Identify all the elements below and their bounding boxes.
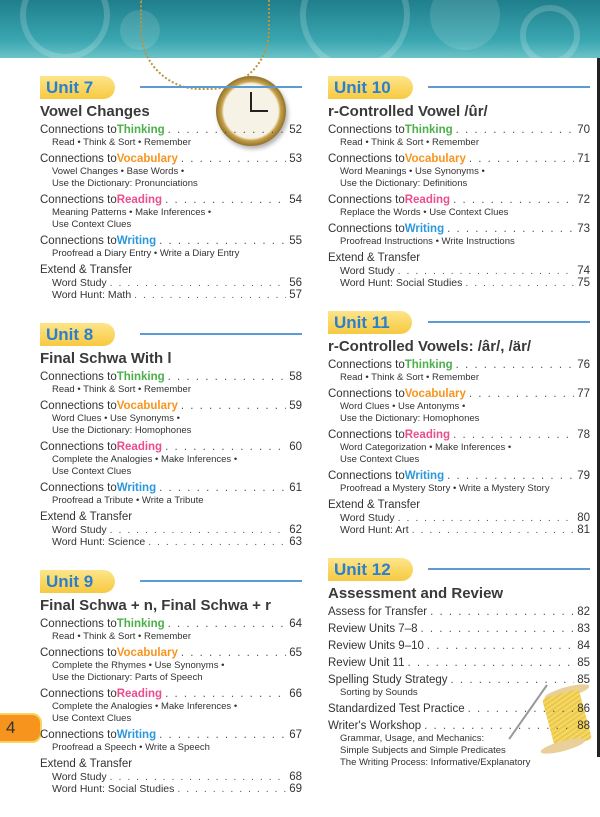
leader-dots bbox=[447, 222, 574, 236]
leader-dots bbox=[181, 399, 286, 413]
entry-label: Spelling Study Strategy bbox=[328, 674, 448, 686]
entry-subtopics: Use the Dictionary: Pronunciations bbox=[52, 178, 198, 189]
subentry-label: Word Hunt: Art bbox=[340, 524, 409, 536]
entry-label: Connections to bbox=[40, 153, 117, 165]
page-ref: 74 bbox=[577, 265, 590, 277]
entry-label: Connections to bbox=[328, 223, 405, 235]
entry-topic: Thinking bbox=[404, 359, 453, 371]
page-ref: 58 bbox=[289, 371, 302, 383]
toc-entry bbox=[328, 622, 590, 636]
toc-line[interactable] bbox=[328, 622, 590, 636]
entry-subtopics: Complete the Analogies • Make Inferences • bbox=[52, 701, 238, 712]
unit-tab: Unit 10 bbox=[328, 76, 413, 99]
toc-entry bbox=[328, 469, 590, 495]
toc-entry bbox=[328, 639, 590, 653]
unit-tab: Unit 12 bbox=[328, 558, 413, 581]
toc-entry bbox=[40, 123, 302, 149]
entry-subtopics: Proofread a Speech • Write a Speech bbox=[52, 742, 210, 753]
group-label: Extend & Transfer bbox=[40, 758, 133, 770]
toc-entry bbox=[328, 719, 590, 769]
leader-dots bbox=[398, 512, 575, 524]
toc-entry bbox=[40, 370, 302, 396]
leader-dots bbox=[165, 687, 286, 701]
unit-tab-row bbox=[328, 311, 590, 335]
toc-entry bbox=[328, 251, 590, 289]
leader-dots bbox=[159, 728, 286, 742]
entry-topic: Vocabulary bbox=[116, 153, 178, 165]
leader-dots bbox=[469, 387, 574, 401]
unit-tab-row bbox=[328, 76, 590, 100]
page-ref: 52 bbox=[289, 124, 302, 136]
toc-entry bbox=[40, 728, 302, 754]
entry-topic: Reading bbox=[404, 429, 451, 441]
leader-dots bbox=[177, 783, 286, 795]
entry-subtopics: Word Clues • Use Synonyms • bbox=[52, 413, 180, 424]
entry-topic: Vocabulary bbox=[404, 388, 466, 400]
entry-label: Connections to bbox=[40, 482, 117, 494]
leader-dots bbox=[424, 719, 574, 733]
entry-label: Connections to bbox=[328, 388, 405, 400]
toc-line[interactable] bbox=[328, 222, 590, 236]
entry-subtopics: Proofread a Tribute • Write a Tribute bbox=[52, 495, 204, 506]
toc-subentry[interactable] bbox=[40, 289, 302, 301]
leader-dots bbox=[168, 370, 287, 384]
toc-line[interactable] bbox=[328, 428, 590, 442]
leader-dots bbox=[398, 265, 575, 277]
entry-subtopics: Complete the Rhymes • Use Synonyms • bbox=[52, 660, 225, 671]
page-ref: 75 bbox=[577, 277, 590, 289]
group-label: Extend & Transfer bbox=[328, 499, 421, 511]
toc-entry bbox=[328, 656, 590, 670]
subentry-label: Word Hunt: Science bbox=[52, 536, 146, 548]
unit-section bbox=[40, 76, 302, 301]
entry-label: Connections to bbox=[328, 470, 405, 482]
leader-dots bbox=[159, 481, 286, 495]
leader-dots bbox=[453, 193, 574, 207]
toc-line[interactable] bbox=[328, 673, 590, 687]
toc-entry bbox=[328, 222, 590, 248]
entry-subtopics: Word Meanings • Use Synonyms • bbox=[340, 166, 485, 177]
toc-line[interactable] bbox=[40, 440, 302, 454]
unit-section bbox=[40, 570, 302, 795]
toc-line[interactable] bbox=[40, 123, 302, 137]
page-ref: 81 bbox=[577, 524, 590, 536]
entry-label: Connections to bbox=[328, 124, 405, 136]
entry-label: Connections to bbox=[328, 153, 405, 165]
entry-label: Standardized Test Practice bbox=[328, 703, 465, 715]
page-ref: 79 bbox=[577, 470, 590, 482]
subentry-label: Word Study bbox=[52, 277, 107, 289]
toc-entry bbox=[40, 234, 302, 260]
unit-section bbox=[328, 558, 590, 769]
unit-title: Assessment and Review bbox=[328, 585, 504, 602]
entry-subtopics: Use Context Clues bbox=[52, 219, 132, 230]
entry-label: Review Unit 11 bbox=[328, 657, 405, 669]
entry-topic: Thinking bbox=[116, 124, 165, 136]
page-ref: 88 bbox=[577, 720, 590, 732]
entry-subtopics: Read • Think & Sort • Remember bbox=[52, 137, 192, 148]
leader-dots bbox=[451, 673, 575, 687]
toc-entry bbox=[40, 646, 302, 684]
toc-entry bbox=[328, 702, 590, 716]
right-column bbox=[328, 76, 590, 791]
page-ref: 68 bbox=[289, 771, 302, 783]
page-ref: 77 bbox=[577, 388, 590, 400]
entry-topic: Reading bbox=[116, 441, 163, 453]
entry-subtopics: Use the Dictionary: Parts of Speech bbox=[52, 672, 203, 683]
toc-entry bbox=[328, 428, 590, 466]
subentry-label: Word Hunt: Math bbox=[52, 289, 132, 301]
entry-subtopics: Word Clues • Use Antonyms • bbox=[340, 401, 466, 412]
entry-subtopics: Sorting by Sounds bbox=[340, 687, 418, 698]
unit-section bbox=[40, 323, 302, 548]
unit-tab-row bbox=[40, 76, 302, 100]
toc-entry bbox=[328, 673, 590, 699]
subentry-label: Word Hunt: Social Studies bbox=[52, 783, 175, 795]
page-ref: 57 bbox=[289, 289, 302, 301]
unit-title: Final Schwa With l bbox=[40, 350, 172, 367]
entry-subtopics: Simple Subjects and Simple Predicates bbox=[340, 745, 506, 756]
toc-line[interactable] bbox=[328, 639, 590, 653]
entry-topic: Thinking bbox=[116, 618, 165, 630]
entry-subtopics: Use Context Clues bbox=[52, 466, 132, 477]
toc-entry bbox=[40, 510, 302, 548]
leader-dots bbox=[408, 656, 575, 670]
unit-title: r-Controlled Vowel /ûr/ bbox=[328, 103, 488, 120]
leader-dots bbox=[412, 524, 575, 536]
page-ref: 80 bbox=[577, 512, 590, 524]
entry-subtopics: Proofread a Diary Entry • Write a Diary Entry bbox=[52, 248, 240, 259]
leader-dots bbox=[469, 152, 574, 166]
entry-subtopics: Read • Think & Sort • Remember bbox=[52, 631, 192, 642]
toc-line[interactable] bbox=[40, 399, 302, 413]
toc-line[interactable] bbox=[328, 719, 590, 733]
leader-dots bbox=[168, 617, 287, 631]
toc-entry bbox=[40, 757, 302, 795]
page-ref: 76 bbox=[577, 359, 590, 371]
entry-subtopics: Use Context Clues bbox=[52, 713, 132, 724]
leader-dots bbox=[456, 123, 575, 137]
toc-entry bbox=[328, 193, 590, 219]
page-ref: 72 bbox=[577, 194, 590, 206]
entry-label: Review Units 9–10 bbox=[328, 640, 424, 652]
entry-topic: Thinking bbox=[116, 371, 165, 383]
entry-label: Connections to bbox=[40, 647, 117, 659]
subentry-label: Word Study bbox=[52, 771, 107, 783]
leader-dots bbox=[427, 639, 574, 653]
leader-dots bbox=[465, 277, 574, 289]
group-label: Extend & Transfer bbox=[40, 264, 133, 276]
entry-subtopics: Read • Think & Sort • Remember bbox=[52, 384, 192, 395]
toc-entry bbox=[40, 687, 302, 725]
entry-label: Connections to bbox=[40, 235, 117, 247]
entry-subtopics: Use Context Clues bbox=[340, 454, 420, 465]
entry-subtopics: The Writing Process: Informative/Explanatory bbox=[340, 757, 531, 768]
toc-entry bbox=[40, 152, 302, 190]
leader-dots bbox=[430, 605, 574, 619]
toc-line[interactable] bbox=[40, 646, 302, 660]
unit-tab-row bbox=[328, 558, 590, 582]
leader-dots bbox=[453, 428, 574, 442]
page-ref: 54 bbox=[289, 194, 302, 206]
entry-subtopics: Use the Dictionary: Homophones bbox=[340, 413, 480, 424]
entry-subtopics: Proofread a Mystery Story • Write a Mystery Story bbox=[340, 483, 550, 494]
entry-label: Writer's Workshop bbox=[328, 720, 422, 732]
entry-topic: Writing bbox=[116, 729, 157, 741]
page-ref: 78 bbox=[577, 429, 590, 441]
toc-line[interactable] bbox=[328, 605, 590, 619]
page-ref: 60 bbox=[289, 441, 302, 453]
unit-divider bbox=[140, 580, 302, 582]
toc-entry bbox=[328, 605, 590, 619]
entry-subtopics: Read • Think & Sort • Remember bbox=[340, 137, 480, 148]
toc-line[interactable] bbox=[328, 387, 590, 401]
page-ref: 82 bbox=[577, 606, 590, 618]
toc-entry bbox=[328, 498, 590, 536]
toc-entry bbox=[40, 399, 302, 437]
entry-topic: Reading bbox=[116, 194, 163, 206]
entry-topic: Vocabulary bbox=[116, 400, 178, 412]
unit-divider bbox=[428, 568, 590, 570]
toc-entry bbox=[40, 263, 302, 301]
entry-subtopics: Read • Think & Sort • Remember bbox=[340, 372, 480, 383]
unit-section bbox=[328, 311, 590, 536]
page-ref: 65 bbox=[289, 647, 302, 659]
entry-label: Review Units 7–8 bbox=[328, 623, 418, 635]
leader-dots bbox=[456, 358, 575, 372]
entry-subtopics: Proofread Instructions • Write Instructions bbox=[340, 236, 515, 247]
page-ref: 70 bbox=[577, 124, 590, 136]
page-ref: 73 bbox=[577, 223, 590, 235]
toc-line[interactable] bbox=[328, 656, 590, 670]
toc-entry bbox=[328, 152, 590, 190]
entry-subtopics: Use the Dictionary: Definitions bbox=[340, 178, 468, 189]
page-ref: 61 bbox=[289, 482, 302, 494]
toc-subentry[interactable] bbox=[328, 265, 590, 277]
toc-line[interactable] bbox=[40, 687, 302, 701]
toc-subentry[interactable] bbox=[40, 277, 302, 289]
header-banner bbox=[0, 0, 600, 58]
page-ref: 85 bbox=[577, 674, 590, 686]
left-column bbox=[40, 76, 302, 817]
entry-topic: Vocabulary bbox=[116, 647, 178, 659]
subentry-label: Word Study bbox=[340, 512, 395, 524]
entry-label: Connections to bbox=[40, 688, 117, 700]
leader-dots bbox=[110, 277, 287, 289]
leader-dots bbox=[165, 440, 286, 454]
page-number: 4 bbox=[0, 713, 42, 743]
toc-subentry[interactable] bbox=[328, 512, 590, 524]
entry-subtopics: Grammar, Usage, and Mechanics: bbox=[340, 733, 485, 744]
entry-label: Connections to bbox=[40, 371, 117, 383]
toc-line[interactable] bbox=[328, 358, 590, 372]
toc-subentry[interactable] bbox=[40, 771, 302, 783]
leader-dots bbox=[165, 193, 286, 207]
entry-subtopics: Complete the Analogies • Make Inferences • bbox=[52, 454, 238, 465]
entry-label: Connections to bbox=[328, 194, 405, 206]
leader-dots bbox=[181, 646, 286, 660]
entry-label: Connections to bbox=[328, 429, 405, 441]
page-ref: 84 bbox=[577, 640, 590, 652]
toc-line[interactable] bbox=[40, 370, 302, 384]
page-ref: 83 bbox=[577, 623, 590, 635]
entry-label: Connections to bbox=[328, 359, 405, 371]
page-ref: 86 bbox=[577, 703, 590, 715]
page-ref: 69 bbox=[289, 783, 302, 795]
toc-entry bbox=[328, 123, 590, 149]
toc-line[interactable] bbox=[40, 481, 302, 495]
toc-line[interactable] bbox=[328, 702, 590, 716]
entry-label: Connections to bbox=[40, 729, 117, 741]
toc-line[interactable] bbox=[40, 617, 302, 631]
entry-label: Connections to bbox=[40, 441, 117, 453]
unit-tab: Unit 11 bbox=[328, 311, 412, 334]
toc-line[interactable] bbox=[328, 123, 590, 137]
leader-dots bbox=[420, 622, 574, 636]
subentry-label: Word Study bbox=[340, 265, 395, 277]
subentry-label: Word Hunt: Social Studies bbox=[340, 277, 463, 289]
unit-tab-row bbox=[40, 570, 302, 594]
toc-line[interactable] bbox=[40, 728, 302, 742]
leader-dots bbox=[159, 234, 286, 248]
toc-entry bbox=[40, 617, 302, 643]
entry-label: Assess for Transfer bbox=[328, 606, 428, 618]
unit-title: Final Schwa + n, Final Schwa + r bbox=[40, 597, 271, 614]
group-label: Extend & Transfer bbox=[40, 511, 133, 523]
unit-divider bbox=[428, 321, 590, 323]
entry-label: Connections to bbox=[40, 124, 117, 136]
leader-dots bbox=[468, 702, 575, 716]
entry-topic: Writing bbox=[116, 235, 157, 247]
toc-entry bbox=[40, 440, 302, 478]
page-ref: 64 bbox=[289, 618, 302, 630]
entry-label: Connections to bbox=[40, 194, 117, 206]
entry-subtopics: Replace the Words • Use Context Clues bbox=[340, 207, 509, 218]
leader-dots bbox=[134, 289, 286, 301]
toc-subentry[interactable] bbox=[328, 277, 590, 289]
toc-line[interactable] bbox=[40, 234, 302, 248]
toc-subentry[interactable] bbox=[40, 524, 302, 536]
page-ref: 62 bbox=[289, 524, 302, 536]
leader-dots bbox=[181, 152, 286, 166]
entry-topic: Writing bbox=[404, 223, 445, 235]
page-ref: 85 bbox=[577, 657, 590, 669]
entry-topic: Thinking bbox=[404, 124, 453, 136]
unit-divider bbox=[140, 86, 302, 88]
leader-dots bbox=[148, 536, 286, 548]
entry-subtopics: Word Categorization • Make Inferences • bbox=[340, 442, 512, 453]
toc-subentry[interactable] bbox=[328, 524, 590, 536]
entry-label: Connections to bbox=[40, 400, 117, 412]
toc-line[interactable] bbox=[328, 193, 590, 207]
toc-entry bbox=[40, 481, 302, 507]
entry-topic: Writing bbox=[404, 470, 445, 482]
unit-section bbox=[328, 76, 590, 289]
toc-subentry[interactable] bbox=[40, 536, 302, 548]
entry-topic: Reading bbox=[116, 688, 163, 700]
leader-dots bbox=[110, 771, 287, 783]
unit-divider bbox=[428, 86, 590, 88]
page-ref: 55 bbox=[289, 235, 302, 247]
toc-entry bbox=[328, 358, 590, 384]
leader-dots bbox=[110, 524, 287, 536]
page-ref: 59 bbox=[289, 400, 302, 412]
toc-line[interactable] bbox=[40, 193, 302, 207]
entry-topic: Writing bbox=[116, 482, 157, 494]
unit-tab: Unit 9 bbox=[40, 570, 115, 593]
unit-title: r-Controlled Vowels: /âr/, /är/ bbox=[328, 338, 532, 355]
leader-dots bbox=[447, 469, 574, 483]
unit-title: Vowel Changes bbox=[40, 103, 150, 120]
page-ref: 53 bbox=[289, 153, 302, 165]
unit-tab: Unit 8 bbox=[40, 323, 115, 346]
entry-subtopics: Use the Dictionary: Homophones bbox=[52, 425, 192, 436]
entry-topic: Vocabulary bbox=[404, 153, 466, 165]
entry-topic: Reading bbox=[404, 194, 451, 206]
page-ref: 67 bbox=[289, 729, 302, 741]
page-ref: 56 bbox=[289, 277, 302, 289]
unit-divider bbox=[140, 333, 302, 335]
group-label: Extend & Transfer bbox=[328, 252, 421, 264]
toc-line[interactable] bbox=[328, 152, 590, 166]
toc-subentry[interactable] bbox=[40, 783, 302, 795]
page-ref: 63 bbox=[289, 536, 302, 548]
entry-subtopics: Meaning Patterns • Make Inferences • bbox=[52, 207, 212, 218]
unit-tab: Unit 7 bbox=[40, 76, 115, 99]
page-ref: 66 bbox=[289, 688, 302, 700]
unit-tab-row bbox=[40, 323, 302, 347]
toc-line[interactable] bbox=[40, 152, 302, 166]
leader-dots bbox=[168, 123, 287, 137]
toc-entry bbox=[40, 193, 302, 231]
page-ref: 71 bbox=[577, 153, 590, 165]
entry-label: Connections to bbox=[40, 618, 117, 630]
entry-subtopics: Vowel Changes • Base Words • bbox=[52, 166, 185, 177]
toc-entry bbox=[328, 387, 590, 425]
subentry-label: Word Study bbox=[52, 524, 107, 536]
toc-line[interactable] bbox=[328, 469, 590, 483]
